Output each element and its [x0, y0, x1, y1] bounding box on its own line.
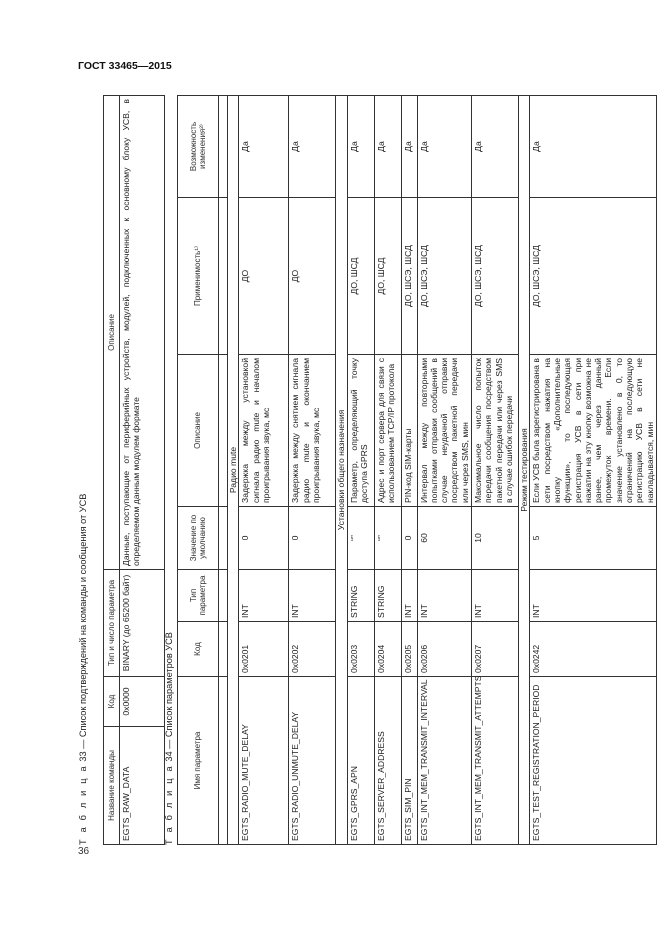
cell-type: INT: [472, 570, 519, 622]
table-row: [401, 96, 417, 845]
cell-applicability: ДО, ШСЭ, ШСД: [472, 198, 519, 355]
cell-applicability: ДО, ШСЭ, ШСД: [417, 198, 471, 355]
page-header: ГОСТ 33465—2015: [78, 60, 172, 72]
cell-applicability: ДО: [289, 198, 336, 355]
cell-desc: Задержка между снятием сигнала радио mute и окончанием проигрывания звука, мс: [289, 355, 336, 507]
cell-changeable: Да: [401, 96, 417, 198]
table34-caption: [164, 632, 174, 845]
cell-desc: Если УСВ была зарегистрирована в сети посредством нажатия на кнопку «Дополнительные функции», то последующая регистрация УСВ в сети при нажатии на эту кнопку возможна не ранее, чем через данный промежуток времени. Если значение установлено в 0, то ограничений на последующую регистрацию УСВ в сети не накладывается, мин: [530, 355, 657, 507]
t33-col-desc: Описание: [104, 96, 120, 570]
cell-code: 0x0206: [417, 622, 471, 677]
cell-code: 0x0242: [530, 622, 657, 677]
rotated-content: [78, 95, 655, 845]
cell-name: EGTS_RADIO_MUTE_DELAY: [239, 677, 289, 845]
cell-code: 0x0000: [120, 677, 165, 727]
cell-type: INT: [239, 570, 289, 622]
cell-changeable: Да: [347, 96, 374, 198]
cell-code: 0x0201: [239, 622, 289, 677]
cell-applicability: ДО, ШСЭ, ШСД: [401, 198, 417, 355]
cell-code: 0x0203: [347, 622, 374, 677]
table-row: [289, 96, 336, 845]
cell-applicability: ДО: [239, 198, 289, 355]
section-row: [336, 96, 347, 845]
cell-default: 0: [401, 507, 417, 570]
cell-desc: Задержка между установкой сигнала радио mute и началом проигрывания звука, мс: [239, 355, 289, 507]
cell-name: EGTS_SERVER_ADDRESS: [374, 677, 401, 845]
cell-default: 10: [472, 507, 519, 570]
t33-col-name: Название команды: [104, 727, 120, 845]
table34-caption-prefix: Т а б л и ц а: [164, 764, 174, 845]
cell-name: EGTS_INT_MEM_TRANSMIT_ATTEMPTS: [472, 677, 519, 845]
cell-default: 0: [239, 507, 289, 570]
section-row: [228, 96, 239, 845]
t33-col-type: Тип и число параметра: [104, 570, 120, 677]
table34-caption-text: 34 — Список параметров УСВ: [164, 632, 174, 762]
table-row: [530, 96, 657, 845]
cell-changeable: Да: [239, 96, 289, 198]
table-row: [472, 96, 519, 845]
cell-changeable: Да: [472, 96, 519, 198]
cell-code: 0x0202: [289, 622, 336, 677]
cell-default: 60: [417, 507, 471, 570]
section-row: [519, 96, 530, 845]
cell-changeable: Да: [289, 96, 336, 198]
table-33: [103, 95, 165, 845]
t34-col-name: Имя параметра: [178, 677, 219, 845]
table-34: [177, 95, 657, 845]
cell-code: 0x0204: [374, 622, 401, 677]
t34-col-code: Код: [178, 622, 219, 677]
section-radio: Радио mute: [228, 96, 239, 845]
cell-applicability: ДО, ШСЭ, ШСД: [530, 198, 657, 355]
t34-spacer-row: [219, 96, 228, 845]
cell-code: 0x0205: [401, 622, 417, 677]
cell-type: INT: [417, 570, 471, 622]
cell-default: “”: [347, 507, 374, 570]
table33-caption-text: 33 — Список подтверждений на команды и сообщения от УСВ: [78, 493, 88, 762]
t34-col-default: Значение по умолчанию: [178, 507, 219, 570]
cell-type: STRING: [374, 570, 401, 622]
t33-col-code: Код: [104, 677, 120, 727]
cell-type: INT: [530, 570, 657, 622]
cell-type: INT: [289, 570, 336, 622]
cell-desc: Адрес и порт сервера для связи с использованием TCP/IP протокола: [374, 355, 401, 507]
cell-name: EGTS_RADIO_UNMUTE_DELAY: [289, 677, 336, 845]
cell-changeable: Да: [530, 96, 657, 198]
table-row: [239, 96, 289, 845]
t34-col-changeable: Возможность изменения²⁾: [178, 96, 219, 198]
cell-name: EGTS_GPRS_APN: [347, 677, 374, 845]
cell-desc: PIN-код SIM-карты: [401, 355, 417, 507]
cell-changeable: Да: [374, 96, 401, 198]
t34-col-desc: Описание: [178, 355, 219, 507]
table33-caption-prefix: Т а б л и ц а: [78, 764, 88, 845]
cell-default: 5: [530, 507, 657, 570]
cell-type: STRING: [347, 570, 374, 622]
cell-default: 0: [289, 507, 336, 570]
cell-applicability: ДО, ШСД: [347, 198, 374, 355]
table-row: [347, 96, 374, 845]
cell-default: “”: [374, 507, 401, 570]
table-row: [374, 96, 401, 845]
table33-caption: [78, 494, 88, 845]
cell-type: BINARY (до 65200 байт): [120, 570, 165, 677]
page-number: 36: [78, 846, 90, 857]
cell-type: INT: [401, 570, 417, 622]
cell-desc: Данные, поступающие от периферийных устройств, модулей, подключенных к основному блоку УСВ, в определяемом данным модулем формате: [120, 96, 165, 570]
cell-name: EGTS_INT_MEM_TRANSMIT_INTERVAL: [417, 677, 471, 845]
t34-col-type: Тип параметра: [178, 570, 219, 622]
cell-name: EGTS_SIM_PIN: [401, 677, 417, 845]
table-row: [120, 96, 165, 845]
cell-desc: Параметр, определяющий точку доступа GPRS: [347, 355, 374, 507]
cell-applicability: ДО, ШСД: [374, 198, 401, 355]
cell-changeable: Да: [417, 96, 471, 198]
section-general: Установки общего назначения: [336, 96, 347, 845]
cell-desc: Максимальное число попыток передачи сообщения посредством пакетной передачи или через SMS в случае ошибок передачи: [472, 355, 519, 507]
cell-code: 0x0207: [472, 622, 519, 677]
section-test: Режим тестирования: [519, 96, 530, 845]
cell-name: EGTS_TEST_REGISTRATION_PERIOD: [530, 677, 657, 845]
cell-name: EGTS_RAW_DATA: [120, 727, 165, 845]
t34-col-applicability: Применимость¹⁾: [178, 198, 219, 355]
table-row: [417, 96, 471, 845]
cell-desc: Интервал между повторными попытками отправки сообщений в случае неудачной отправки посредством пакетной передачи или через SMS, мин: [417, 355, 471, 507]
